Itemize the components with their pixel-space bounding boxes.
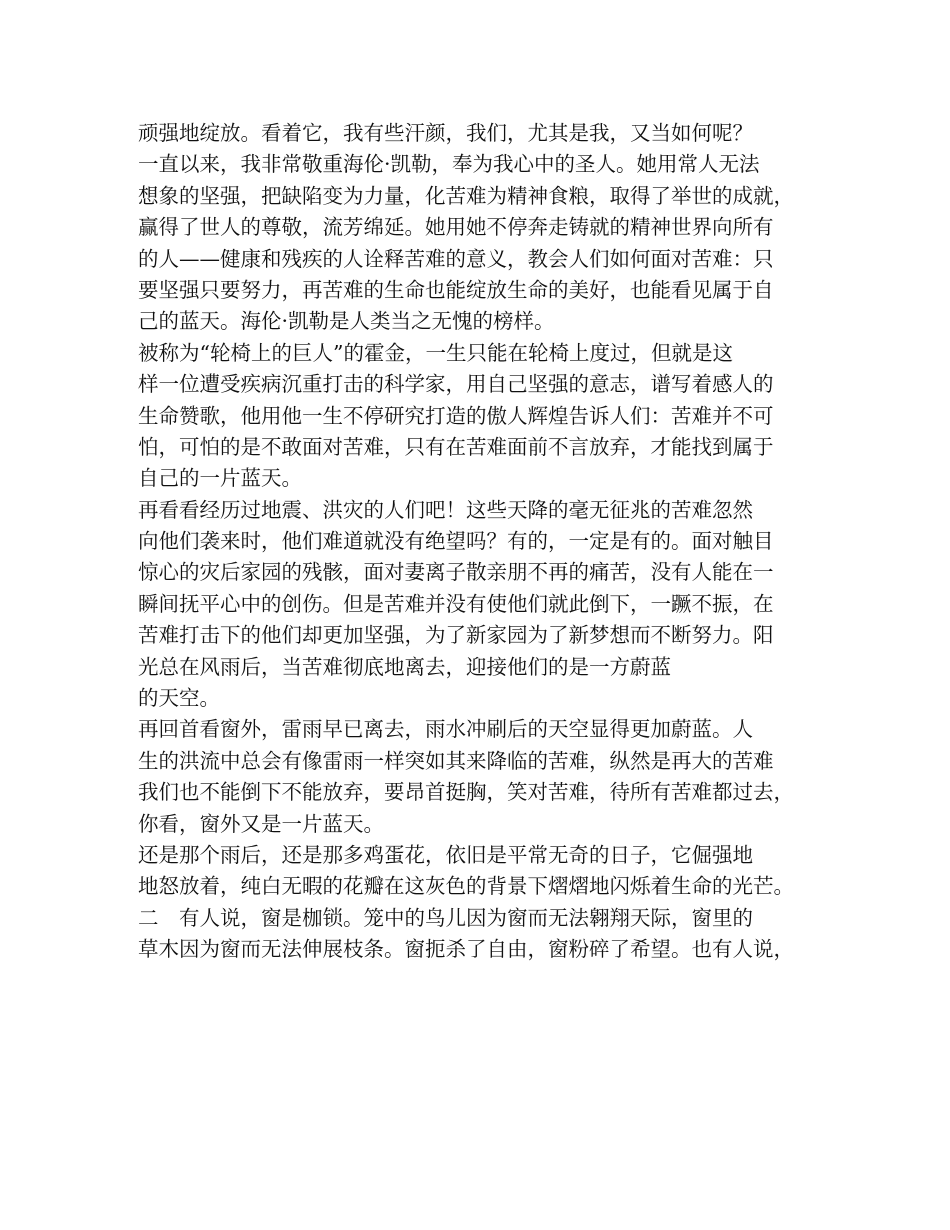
text-line: 的天空。 [138, 686, 220, 711]
text-line: 我们也不能倒下不能放弃，要昂首挺胸，笑对苦难，待所有苦难都过去， [138, 780, 794, 805]
text-line: 还是那个雨后，还是那多鸡蛋花，依旧是平常无奇的日子，它倔强地 [138, 842, 753, 867]
text-line: 被称为“轮椅上的巨人”的霍金，一生只能在轮椅上度过，但就是这 [138, 340, 733, 365]
text-line: 地怒放着，纯白无暇的花瓣在这灰色的背景下熠熠地闪烁着生命的光芒。 [138, 874, 794, 899]
text-line: 向他们袭来时，他们难道就没有绝望吗？有的，一定是有的。面对触目 [138, 529, 774, 554]
text-line: 自己的一片蓝天。 [138, 466, 302, 491]
text-line: 想象的坚强，把缺陷变为力量，化苦难为精神食粮，取得了举世的成就， [138, 183, 794, 208]
text-line: 怕，可怕的是不敢面对苦难，只有在苦难面前不言放弃，才能找到属于 [138, 434, 774, 459]
text-line: 苦难打击下的他们却更加坚强，为了新家园为了新梦想而不断努力。阳 [138, 623, 774, 648]
text-line: 赢得了世人的尊敬，流芳绵延。她用她不停奔走铸就的精神世界向所有 [138, 215, 774, 240]
text-line: 再回首看窗外，雷雨早已离去，雨水冲刷后的天空显得更加蔚蓝。人 [138, 717, 753, 742]
text-line: 生命赞歌，他用他一生不停研究打造的傲人辉煌告诉人们：苦难并不可 [138, 403, 774, 428]
text-line: 惊心的灾后家园的残骸，面对妻离子散亲朋不再的痛苦，没有人能在一 [138, 560, 774, 585]
text-line: 生的洪流中总会有像雷雨一样突如其来降临的苦难，纵然是再大的苦难 [138, 748, 774, 773]
text-line: 瞬间抚平心中的创伤。但是苦难并没有使他们就此倒下，一蹶不振，在 [138, 591, 774, 616]
text-line: 一直以来，我非常敬重海伦·凯勒，奉为我心中的圣人。她用常人无法 [138, 152, 760, 177]
text-line: 顽强地绽放。看着它，我有些汗颜，我们，尤其是我，又当如何呢？ [138, 121, 753, 145]
text-line: 的人——健康和残疾的人诠释苦难的意义，教会人们如何面对苦难：只 [138, 246, 774, 271]
text-line: 你看，窗外又是一片蓝天。 [138, 811, 384, 836]
essay-body [138, 118, 838, 966]
text-line: 二 有人说，窗是枷锁。笼中的鸟儿因为窗而无法翱翔天际，窗里的 [138, 905, 753, 930]
text-line: 再看看经历过地震、洪灾的人们吧！这些天降的毫无征兆的苦难忽然 [138, 497, 753, 522]
text-line: 草木因为窗而无法伸展枝条。窗扼杀了自由，窗粉碎了希望。也有人说， [138, 937, 794, 962]
text-line: 样一位遭受疾病沉重打击的科学家，用自己坚强的意志，谱写着感人的 [138, 372, 774, 397]
text-line: 要坚强只要努力，再苦难的生命也能绽放生命的美好，也能看见属于自 [138, 277, 774, 302]
text-line: 己的蓝天。海伦·凯勒是人类当之无愧的榜样。 [138, 309, 555, 334]
text-line: 光总在风雨后，当苦难彻底地离去，迎接他们的是一方蔚蓝 [138, 654, 671, 679]
